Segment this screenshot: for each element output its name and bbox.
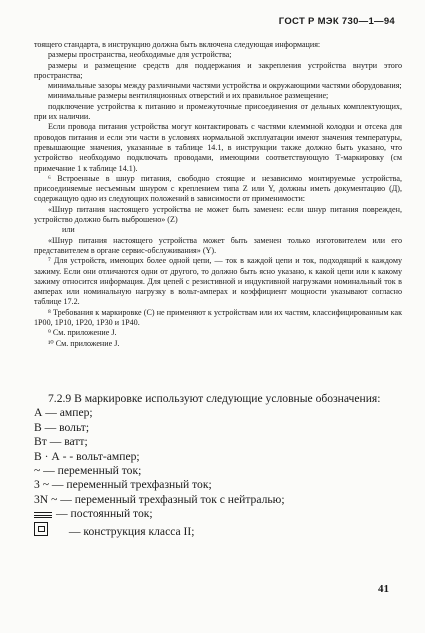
paragraph: Если провода питания устройства могут контактировать с частями клеммной колодки и отсека для проводов питания и если эти части в условиях нормальной эксплуатации имеют значения температуры, превышающие значения, указанные в таблице 14.1, в инструкции также должно быть указано, что устройство необходимо подключать проводами, имеющими соответствующую Т-маркировку (см примечание 1 к таблице 14.1). <box>34 122 402 173</box>
footnote-10: ¹⁰ См. приложение J. <box>48 338 120 348</box>
section-intro: 7.2.9 В маркировке используют следующие условные обозначения: <box>48 392 381 405</box>
footnote-9: ⁹ См. приложение J. <box>48 328 117 338</box>
footnote-7: ⁷ Для устройств, имеющих более одной цепи, — ток в каждой цепи и ток, подходящий к каждому зажиму. Если они отличаются одни от другого, то должно быть ясно указано, к какой цепи или к какому зажиму относится информация. Для цепей с резистивной и индуктивной нагрузками номинальный ток в амперах или номинальную нагрузку в вольт-амперах и коэффициент мощности указывают согласно таблице 17.2. <box>34 256 402 307</box>
direct-current-icon <box>34 511 52 519</box>
document-header: ГОСТ Р МЭК 730—1—94 <box>278 16 395 27</box>
footnote-6: ⁶ Встроенные в шнур питания, свободно стоящие и независимо монтируемые устройства, присоединяемые несъемным шнуром с креплением типа Z или Y, должны иметь документацию (Д), содержащую одно из следующих положений в зависимости от применимости: <box>34 173 402 204</box>
or-word: или <box>62 225 75 235</box>
footnotes-block <box>34 40 402 349</box>
section-7-2-9 <box>34 392 406 539</box>
symbol-line: ~ — переменный ток; <box>34 464 142 478</box>
class2-line <box>34 522 406 539</box>
paragraph: тоящего стандарта, в инструкцию должна быть включена следующая информация: <box>34 40 321 49</box>
symbol-line: 3N ~ — переменный трехфазный ток с нейтралью; <box>34 492 285 506</box>
paragraph: минимальные размеры вентиляционных отверстий и их правильное размещение; <box>48 91 329 101</box>
symbol-line: А — ампер; <box>34 406 93 420</box>
symbol-line: Вт — ватт; <box>34 435 88 449</box>
symbol-line: В — вольт; <box>34 420 90 434</box>
quote-z: «Шнур питания настоящего устройства не может быть заменен: если шнур питания поврежден, устройство должно быть выброшено» (Z) <box>34 204 402 225</box>
footnote-8: ⁸ Требования к маркировке (С) не применяют к устройствам или их частям, классифицированным как 1Р00, 1Р10, 1Р20, 1Р30 и 1Р40. <box>34 307 402 328</box>
page-number: 41 <box>378 583 389 595</box>
paragraph: минимальные зазоры между различными частями устройства и окружающими частями оборудования; <box>48 81 402 91</box>
quote-y: «Шнур питания настоящего устройства может быть заменен только изготовителем или его представителем в органе сервис-обслуживания» (Y). <box>34 235 402 255</box>
paragraph: размеры и размещение средств для поддержания и закрепления устройства внутри этого пространства; <box>34 60 402 80</box>
class-ii-double-square-icon <box>34 522 48 536</box>
dc-line <box>34 507 406 521</box>
paragraph: размеры пространства, необходимые для устройства; <box>48 50 232 60</box>
symbol-line: 3 ~ — переменный трехфазный ток; <box>34 478 212 492</box>
class2-label: — конструкция класса II; <box>68 524 195 538</box>
symbol-line: В · А - - вольт-ампер; <box>34 449 140 463</box>
paragraph: подключение устройства к питанию и промежуточные присоединения от дельных комплектующих, при их наличии. <box>34 101 402 122</box>
dc-label: — постоянный ток; <box>56 507 153 521</box>
